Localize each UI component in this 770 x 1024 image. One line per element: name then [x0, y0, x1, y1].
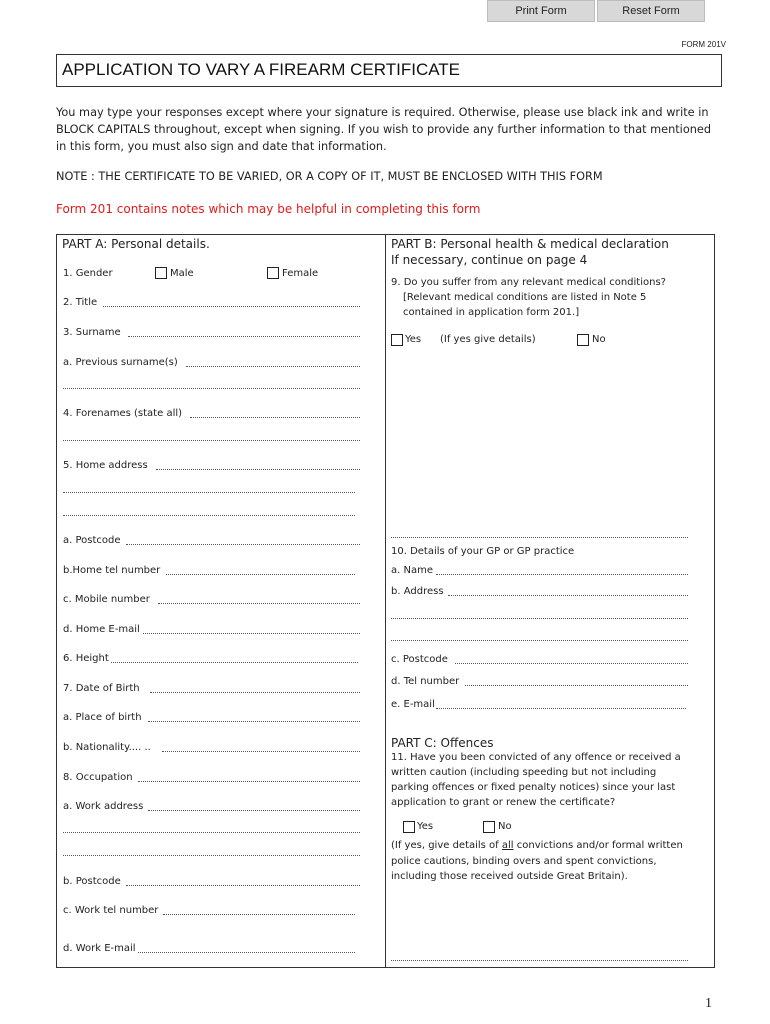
q11-line: written caution (including speeding but not including [391, 767, 657, 778]
nationality-label: b. Nationality.... .. [63, 742, 151, 753]
medical-details-field[interactable] [391, 537, 688, 538]
work-postcode-field[interactable] [126, 885, 360, 886]
surname-field[interactable] [128, 336, 360, 337]
title-label: 2. Title [63, 297, 98, 308]
work-address-field-2[interactable] [63, 832, 360, 833]
place-of-birth-label: a. Place of birth [63, 712, 142, 723]
male-label: Male [170, 268, 194, 279]
home-tel-field[interactable] [166, 574, 355, 575]
work-email-label: d. Work E-mail [63, 943, 136, 954]
work-tel-label: c. Work tel number [63, 905, 159, 916]
home-address-field-2[interactable] [63, 492, 355, 493]
intro-line: BLOCK CAPITALS throughout, except when signing. If you wish to provide any further information to that mentioned [56, 123, 712, 136]
offence-details-line: including those received outside Great Britain). [391, 871, 628, 882]
title-box [56, 54, 722, 87]
offence-details-line: police cautions, binding overs and spent convictions, [391, 856, 657, 867]
reset-form-button[interactable]: Reset Form [597, 0, 705, 22]
offence-details-line [391, 840, 683, 851]
forenames-field-2[interactable] [63, 440, 360, 441]
form-number: FORM 201V [681, 40, 726, 49]
gp-address-field-2[interactable] [391, 618, 688, 619]
postcode-field[interactable] [126, 544, 360, 545]
page-title: APPLICATION TO VARY A FIREARM CERTIFICATE [62, 60, 461, 79]
part-b-subheading: If necessary, continue on page 4 [391, 253, 588, 267]
offence-no-label: No [498, 821, 512, 832]
gp-heading: 10. Details of your GP or GP practice [391, 546, 575, 557]
dob-field[interactable] [150, 692, 360, 693]
medical-no-label: No [592, 334, 606, 345]
home-tel-label: b.Home tel number [63, 565, 161, 576]
work-address-field-3[interactable] [63, 855, 360, 856]
gp-email-label: e. E-mail [391, 699, 435, 710]
height-field[interactable] [111, 662, 358, 663]
female-label: Female [282, 268, 319, 279]
home-address-field[interactable] [156, 469, 360, 470]
previous-surname-label: a. Previous surname(s) [63, 357, 178, 368]
forenames-field[interactable] [190, 417, 360, 418]
medical-yes-checkbox[interactable] [391, 334, 403, 346]
enclosure-note: NOTE : THE CERTIFICATE TO BE VARIED, OR A COPY OF IT, MUST BE ENCLOSED WITH THIS FORM [56, 170, 603, 183]
previous-surname-field[interactable] [186, 366, 360, 367]
gp-tel-field[interactable] [465, 685, 688, 686]
work-tel-field[interactable] [163, 914, 355, 915]
offence-details-field[interactable] [391, 960, 688, 961]
home-email-label: d. Home E-mail [63, 624, 140, 635]
q11-line: parking offences or fixed penalty notices) since your last [391, 782, 676, 793]
gp-name-label: a. Name [391, 565, 433, 576]
home-address-label: 5. Home address [63, 460, 148, 471]
work-address-label: a. Work address [63, 801, 144, 812]
gp-address-field[interactable] [448, 595, 688, 596]
q11-line: 11. Have you been convicted of any offence or received a [391, 752, 681, 763]
male-checkbox[interactable] [155, 267, 167, 279]
offence-yes-label: Yes [417, 821, 434, 832]
gp-email-field[interactable] [436, 708, 686, 709]
gp-tel-label: d. Tel number [391, 676, 460, 687]
column-divider [385, 234, 386, 968]
home-email-field[interactable] [143, 633, 360, 634]
q9-line: contained in application form 201.] [403, 307, 580, 318]
intro-line: You may type your responses except where your signature is required. Otherwise, please use black ink and write in [56, 106, 709, 119]
occupation-label: 8. Occupation [63, 772, 133, 783]
gp-postcode-label: c. Postcode [391, 654, 448, 665]
offence-yes-checkbox[interactable] [403, 821, 415, 833]
part-a-heading: PART A: Personal details. [62, 237, 210, 251]
offence-no-checkbox[interactable] [483, 821, 495, 833]
title-field[interactable] [103, 306, 360, 307]
medical-no-checkbox[interactable] [577, 334, 589, 346]
gp-address-label: b. Address [391, 586, 444, 597]
place-of-birth-field[interactable] [148, 721, 360, 722]
offence-details-all: all [501, 840, 514, 851]
home-address-field-3[interactable] [63, 515, 355, 516]
work-postcode-label: b. Postcode [63, 876, 121, 887]
part-b-heading: PART B: Personal health & medical declaration [391, 237, 669, 251]
postcode-label: a. Postcode [63, 535, 121, 546]
notes-hint: Form 201 contains notes which may be helpful in completing this form [56, 202, 481, 216]
previous-surname-field-2[interactable] [63, 388, 360, 389]
intro-line: in this form, you must also sign and date that information. [56, 140, 387, 153]
work-address-field[interactable] [148, 810, 360, 811]
mobile-field[interactable] [158, 603, 360, 604]
q9-line: 9. Do you suffer from any relevant medical conditions? [391, 277, 666, 288]
mobile-label: c. Mobile number [63, 594, 150, 605]
gp-name-field[interactable] [436, 574, 688, 575]
work-email-field[interactable] [138, 952, 355, 953]
gp-postcode-field[interactable] [455, 663, 688, 664]
q11-line: application to grant or renew the certificate? [391, 797, 616, 808]
forenames-label: 4. Forenames (state all) [63, 408, 183, 419]
gp-address-field-3[interactable] [391, 640, 688, 641]
occupation-field[interactable] [138, 781, 360, 782]
offence-details-post: convictions and/or formal written [513, 840, 683, 851]
female-checkbox[interactable] [267, 267, 279, 279]
q9-line: [Relevant medical conditions are listed in Note 5 [403, 292, 647, 303]
intro-text [56, 104, 732, 155]
medical-yes-label: Yes [405, 334, 422, 345]
surname-label: 3. Surname [63, 327, 121, 338]
print-form-button[interactable]: Print Form [487, 0, 595, 22]
nationality-field[interactable] [162, 751, 360, 752]
height-label: 6. Height [63, 653, 109, 664]
page-number: 1 [705, 996, 712, 1011]
offence-details-pre: (If yes, give details of [391, 840, 502, 851]
gender-label: 1. Gender [63, 268, 113, 279]
medical-yes-note: (If yes give details) [440, 334, 536, 345]
part-c-heading: PART C: Offences [391, 736, 494, 750]
dob-label: 7. Date of Birth [63, 683, 140, 694]
